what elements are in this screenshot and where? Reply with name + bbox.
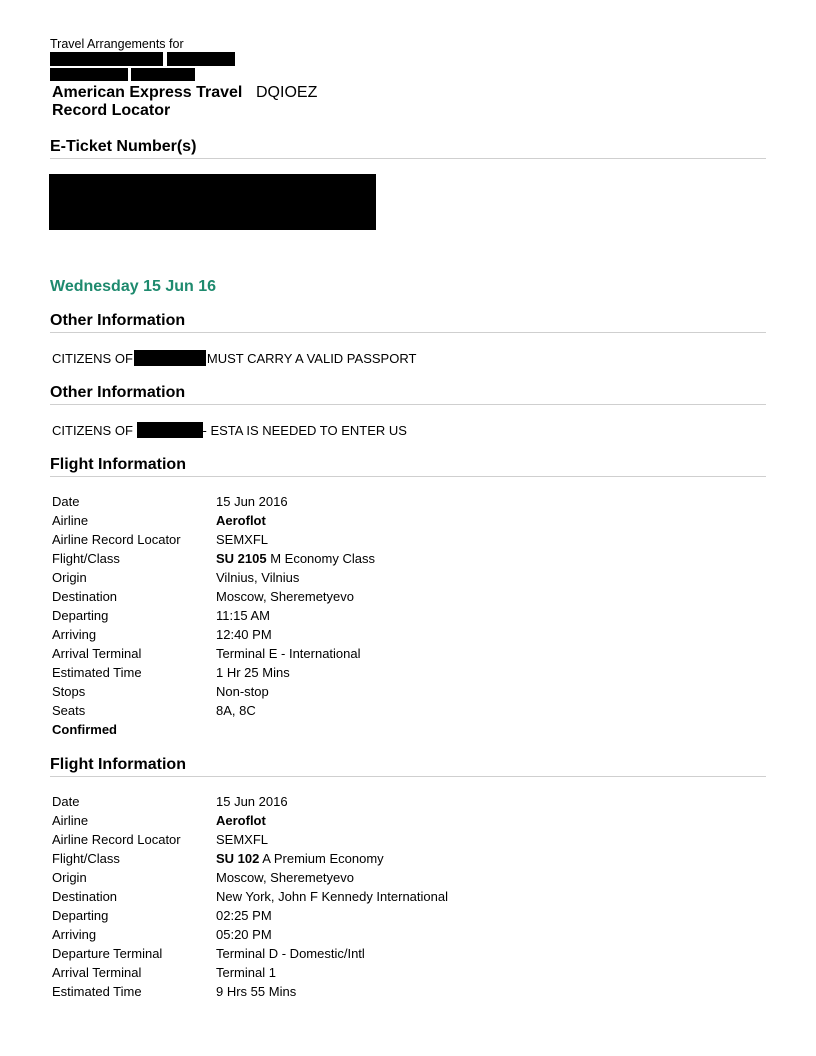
- field-value: SEMXFL: [216, 532, 269, 547]
- itinerary-date-heading: Wednesday 15 Jun 16: [50, 278, 216, 295]
- divider: [50, 476, 766, 477]
- field-value: Terminal D - Domestic/Intl: [216, 946, 365, 961]
- field-value: Aeroflot: [216, 513, 266, 528]
- field-label: Destination: [52, 589, 118, 604]
- field-label: Arriving: [52, 627, 97, 642]
- field-label: Airline Record Locator: [52, 532, 181, 547]
- flight-information-title: Flight Information: [50, 756, 186, 773]
- divider: [50, 776, 766, 777]
- field-value: Aeroflot: [216, 813, 266, 828]
- cabin-class: A Premium Economy: [262, 851, 384, 866]
- notice-text-start: CITIZENS OF: [52, 423, 133, 438]
- travel-arrangements-label: Travel Arrangements for: [50, 37, 184, 51]
- field-value: 9 Hrs 55 Mins: [216, 984, 297, 999]
- field-label: Estimated Time: [52, 665, 142, 680]
- redacted-country: [134, 350, 206, 366]
- field-label: Flight/Class: [52, 551, 120, 566]
- field-label: Origin: [52, 570, 87, 585]
- field-label: Departing: [52, 908, 109, 923]
- redacted-traveler-name: [167, 52, 235, 66]
- field-value: 8A, 8C: [216, 703, 256, 718]
- other-information-title: Other Information: [50, 312, 186, 329]
- booking-status: Confirmed: [52, 722, 117, 737]
- field-value: 15 Jun 2016: [216, 494, 288, 509]
- flight-number: SU 2105: [216, 551, 267, 566]
- eticket-heading: E-Ticket Number(s): [50, 138, 197, 155]
- divider: [50, 332, 766, 333]
- agency-name: American Express Travel: [52, 84, 243, 101]
- field-value: 12:40 PM: [216, 627, 272, 642]
- field-value: Non-stop: [216, 684, 269, 699]
- field-value: Vilnius, Vilnius: [216, 570, 300, 585]
- record-locator-label: Record Locator: [52, 102, 171, 119]
- field-value: 1 Hr 25 Mins: [216, 665, 290, 680]
- flight-information-title: Flight Information: [50, 456, 186, 473]
- field-value: Moscow, Sheremetyevo: [216, 870, 355, 885]
- field-label: Date: [52, 494, 80, 509]
- field-value: Terminal 1: [216, 965, 276, 980]
- passport-notice: [52, 350, 416, 366]
- divider: [50, 404, 766, 405]
- notice-text-end: - ESTA IS NEEDED TO ENTER US: [202, 423, 407, 438]
- field-value: 02:25 PM: [216, 908, 272, 923]
- field-value: Terminal E - International: [216, 646, 361, 661]
- redacted-country: [137, 422, 203, 438]
- field-label: Arrival Terminal: [52, 646, 142, 661]
- notice-text-start: CITIZENS OF: [52, 351, 133, 366]
- field-label: Origin: [52, 870, 87, 885]
- field-value: [216, 551, 375, 566]
- redacted-traveler-name: [50, 52, 163, 66]
- field-label: Seats: [52, 703, 86, 718]
- field-value: 15 Jun 2016: [216, 794, 288, 809]
- field-label: Flight/Class: [52, 851, 120, 866]
- field-label: Arriving: [52, 927, 97, 942]
- other-information-title: Other Information: [50, 384, 186, 401]
- field-label: Departure Terminal: [52, 946, 163, 961]
- field-label: Arrival Terminal: [52, 965, 142, 980]
- field-value: SEMXFL: [216, 832, 269, 847]
- field-label: Estimated Time: [52, 984, 142, 999]
- redacted-traveler-name: [131, 68, 195, 81]
- field-label: Airline: [52, 513, 89, 528]
- field-value: 05:20 PM: [216, 927, 272, 942]
- record-locator-value: DQIOEZ: [256, 84, 318, 101]
- field-label: Airline: [52, 813, 89, 828]
- field-label: Airline Record Locator: [52, 832, 181, 847]
- redacted-eticket-numbers: [49, 174, 376, 230]
- field-label: Departing: [52, 608, 109, 623]
- field-value: 11:15 AM: [216, 608, 270, 623]
- field-value: New York, John F Kennedy International: [216, 889, 448, 904]
- field-value: Moscow, Sheremetyevo: [216, 589, 355, 604]
- field-label: Stops: [52, 684, 86, 699]
- flight-number: SU 102: [216, 851, 260, 866]
- field-value: [216, 851, 384, 866]
- notice-text-end: MUST CARRY A VALID PASSPORT: [206, 351, 417, 366]
- cabin-class: M Economy Class: [270, 551, 375, 566]
- esta-notice: [52, 422, 407, 438]
- field-label: Date: [52, 794, 80, 809]
- field-label: Destination: [52, 889, 118, 904]
- redacted-traveler-name: [50, 68, 128, 81]
- divider: [50, 158, 766, 159]
